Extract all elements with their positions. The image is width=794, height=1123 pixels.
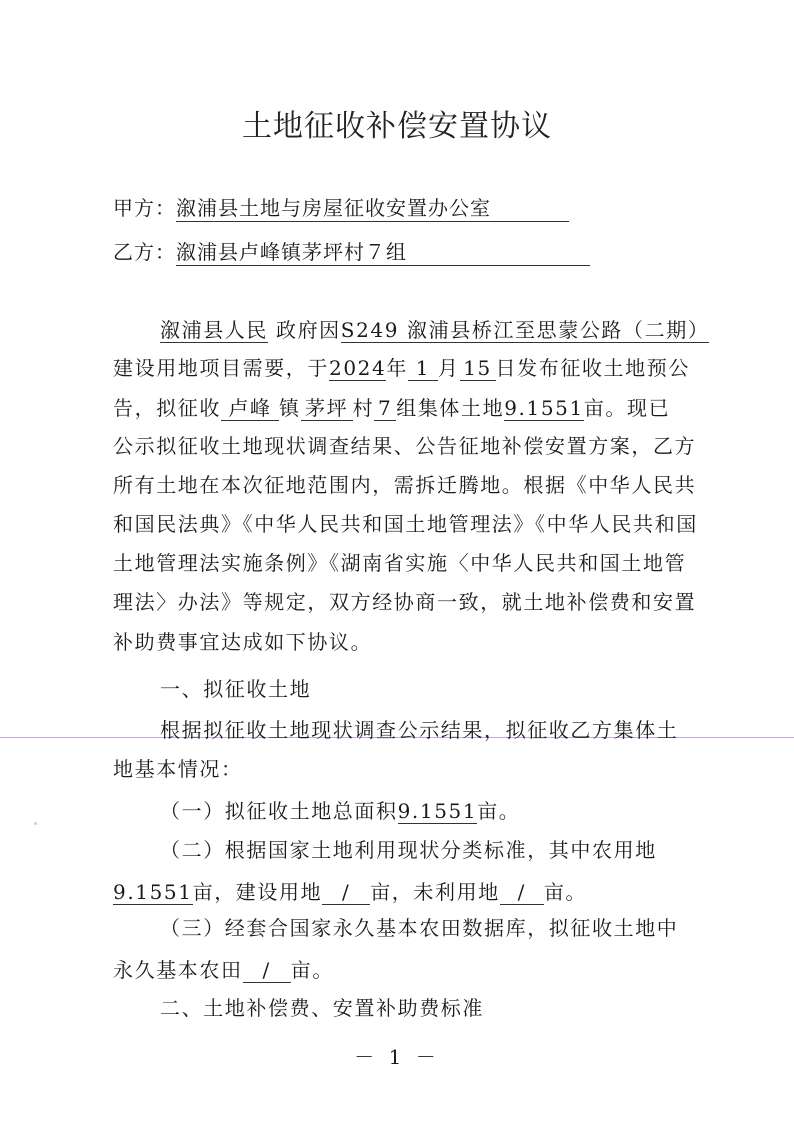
- section-1-para-line-1: 根据拟征收土地现状调查公示结果，拟征收乙方集体土: [160, 718, 679, 742]
- intro-text: 告，拟征收: [113, 396, 221, 420]
- party-a-label: 甲方：: [113, 196, 176, 220]
- construction-area: /: [322, 880, 370, 905]
- permanent-farmland-area: /: [243, 958, 291, 983]
- intro-text: 镇: [279, 396, 301, 420]
- party-a: [113, 192, 569, 222]
- item-text: 亩。: [477, 799, 521, 823]
- party-b-label: 乙方：: [113, 240, 176, 264]
- announce-month: 1: [408, 356, 438, 381]
- intro-line-9: 补助费事宜达成如下协议。: [113, 630, 373, 654]
- town-name: 卢峰: [221, 396, 279, 421]
- intro-text: 建设用地项目需要，于: [113, 356, 329, 380]
- scan-speck: [34, 822, 37, 825]
- item-2-line-2: [113, 880, 587, 905]
- intro-text: 组集体土地: [396, 396, 505, 420]
- intro-text: 日发布征收土地预公: [495, 356, 690, 380]
- section-2-heading: 二、土地补偿费、安置补助费标准: [160, 996, 484, 1020]
- announce-day: 15: [460, 356, 496, 381]
- intro-line-7: 土地管理法实施条例》《湖南省实施〈中华人民共和国土地管: [113, 551, 687, 575]
- village-name: 茅坪: [301, 396, 353, 421]
- agricultural-area: 9.1551: [113, 880, 193, 904]
- party-b: [113, 236, 590, 266]
- item-text: 永久基本农田: [113, 958, 243, 982]
- intro-line-8: 理法〉办法》等规定，双方经协商一致，就土地补偿费和安置: [113, 590, 697, 614]
- item-2-line-1: （二）根据国家土地利用现状分类标准，其中农用地: [160, 838, 657, 862]
- intro-line-6: 和国民法典》《中华人民共和国土地管理法》《中华人民共和国: [113, 512, 698, 536]
- party-b-value: 溆浦县卢峰镇茅坪村７组: [176, 240, 407, 264]
- item-text: 亩，未利用地: [370, 880, 500, 904]
- intro-text: 政府因: [275, 318, 341, 342]
- section-1-heading: 一、拟征收土地: [160, 677, 312, 701]
- group-number: 7: [374, 396, 396, 421]
- intro-text: 村: [352, 396, 375, 420]
- item-text: （一）拟征收土地总面积: [160, 799, 398, 823]
- total-area: 9.1551: [397, 799, 478, 823]
- intro-text: 年: [386, 356, 408, 380]
- intro-line-5: 所有土地在本次征地范围内，需拆迁腾地。根据《中华人民共: [113, 473, 697, 497]
- intro-line-3: [113, 396, 670, 421]
- intro-line-4: 公示拟征收土地现状调查结果、公告征地补偿安置方案，乙方: [113, 434, 697, 458]
- unused-area: /: [500, 880, 544, 905]
- item-1: [160, 799, 520, 824]
- item-3-line-1: （三）经套合国家永久基本农田数据库，拟征收土地中: [160, 916, 679, 940]
- intro-line-2: [113, 356, 690, 381]
- intro-line-1: [160, 318, 709, 343]
- party-a-value: 溆浦县土地与房屋征收安置办公室: [176, 196, 491, 220]
- project-name: S249 溆浦县桥江至思蒙公路（二期）: [340, 318, 710, 342]
- government-name: 溆浦县人民: [160, 318, 268, 342]
- item-text: 亩。: [290, 958, 334, 982]
- item-text: 亩。: [543, 880, 588, 904]
- item-text: 亩，建设用地: [192, 880, 323, 904]
- land-area: 9.1551: [504, 396, 584, 420]
- intro-text: 亩。现已: [583, 396, 671, 420]
- intro-text: 月: [437, 356, 460, 380]
- item-3-line-2: [113, 958, 334, 983]
- page-number: － 1 －: [354, 1045, 440, 1069]
- document-title: 土地征收补偿安置协议: [242, 109, 552, 144]
- announce-year: 2024: [329, 356, 387, 380]
- section-1-para-line-2: 地基本情况：: [113, 757, 243, 781]
